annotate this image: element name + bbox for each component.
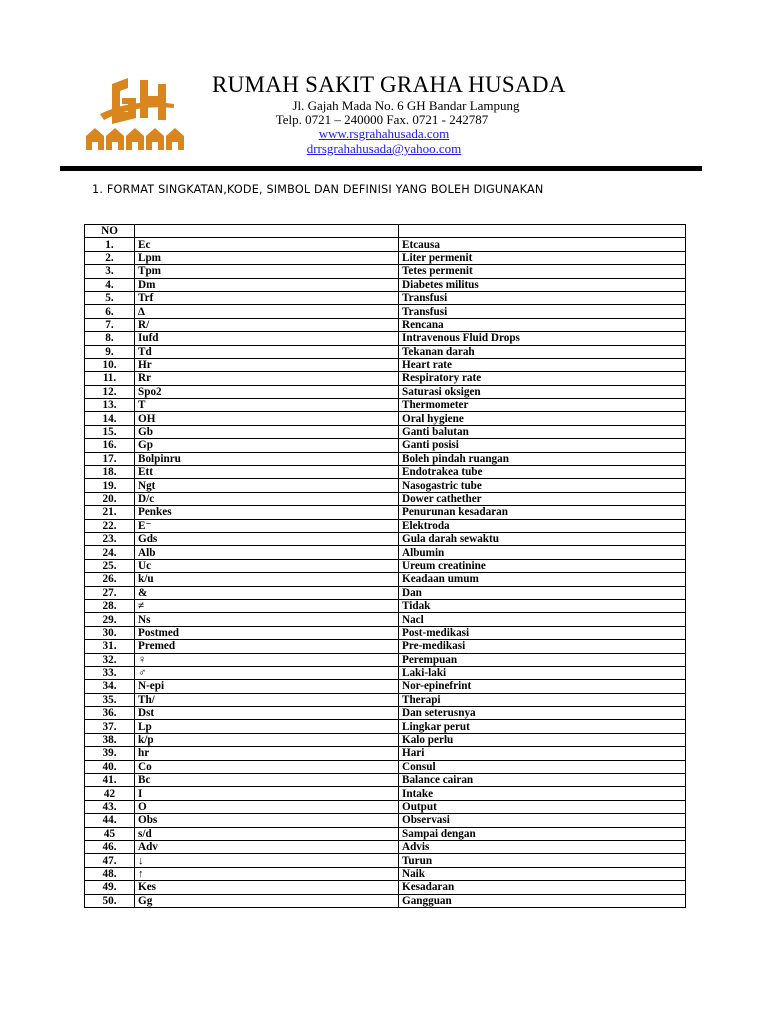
row-number: 14. xyxy=(85,412,135,425)
row-number: 23. xyxy=(85,532,135,545)
row-definition: Nor-epinefrint xyxy=(399,680,686,693)
table-row xyxy=(85,733,686,746)
row-abbreviation: E⁻ xyxy=(135,519,399,532)
row-number: 49. xyxy=(85,881,135,894)
table-row xyxy=(85,800,686,813)
row-number: 46. xyxy=(85,840,135,853)
row-number: 26. xyxy=(85,573,135,586)
table-row xyxy=(85,573,686,586)
row-definition: Nacl xyxy=(399,613,686,626)
table-row xyxy=(85,867,686,880)
row-definition: Naik xyxy=(399,867,686,880)
column-header-no: NO xyxy=(85,225,135,238)
table-row xyxy=(85,854,686,867)
header-divider xyxy=(60,166,702,171)
row-definition: Intravenous Fluid Drops xyxy=(399,332,686,345)
row-abbreviation: Gds xyxy=(135,532,399,545)
row-abbreviation: Uc xyxy=(135,559,399,572)
table-row xyxy=(85,385,686,398)
row-definition: Rencana xyxy=(399,318,686,331)
table-row xyxy=(85,506,686,519)
row-definition: Lingkar perut xyxy=(399,720,686,733)
table-row xyxy=(85,546,686,559)
row-number: 29. xyxy=(85,613,135,626)
row-number: 18. xyxy=(85,466,135,479)
row-number: 25. xyxy=(85,559,135,572)
row-number: 17. xyxy=(85,452,135,465)
row-abbreviation: Ngt xyxy=(135,479,399,492)
row-definition: Keadaan umum xyxy=(399,573,686,586)
row-number: 24. xyxy=(85,546,135,559)
row-definition: Gula darah sewaktu xyxy=(399,532,686,545)
row-definition: Ureum creatinine xyxy=(399,559,686,572)
row-abbreviation: Bc xyxy=(135,774,399,787)
table-row xyxy=(85,251,686,264)
row-number: 30. xyxy=(85,626,135,639)
row-definition: Tidak xyxy=(399,599,686,612)
row-number: 19. xyxy=(85,479,135,492)
row-number: 3. xyxy=(85,265,135,278)
column-header-abbreviation xyxy=(135,225,399,238)
row-definition: Etcausa xyxy=(399,238,686,251)
row-abbreviation: O xyxy=(135,800,399,813)
table-row xyxy=(85,439,686,452)
hospital-address: Jl. Gajah Mada No. 6 GH Bandar Lampung xyxy=(292,98,520,113)
table-row xyxy=(85,881,686,894)
row-definition: Gangguan xyxy=(399,894,686,907)
row-number: 11. xyxy=(85,372,135,385)
row-abbreviation: Trf xyxy=(135,291,399,304)
table-row xyxy=(85,707,686,720)
table-row xyxy=(85,599,686,612)
row-definition: Transfusi xyxy=(399,291,686,304)
row-definition: Boleh pindah ruangan xyxy=(399,452,686,465)
row-abbreviation: Lp xyxy=(135,720,399,733)
row-definition: Oral hygiene xyxy=(399,412,686,425)
row-abbreviation: Gg xyxy=(135,894,399,907)
row-number: 43. xyxy=(85,800,135,813)
row-abbreviation: ♀ xyxy=(135,653,399,666)
abbreviation-table xyxy=(84,224,686,908)
row-definition: Elektroda xyxy=(399,519,686,532)
row-number: 12. xyxy=(85,385,135,398)
table-row xyxy=(85,613,686,626)
row-number: 34. xyxy=(85,680,135,693)
table-row xyxy=(85,305,686,318)
row-definition: Kalo perlu xyxy=(399,733,686,746)
table-row xyxy=(85,666,686,679)
table-row xyxy=(85,653,686,666)
row-abbreviation: Penkes xyxy=(135,506,399,519)
row-definition: Penurunan kesadaran xyxy=(399,506,686,519)
row-definition: Dan seterusnya xyxy=(399,707,686,720)
table-row xyxy=(85,318,686,331)
row-definition: Advis xyxy=(399,840,686,853)
table-row xyxy=(85,774,686,787)
row-abbreviation: Hr xyxy=(135,358,399,371)
row-definition: Post-medikasi xyxy=(399,626,686,639)
table-row xyxy=(85,492,686,505)
row-definition: Intake xyxy=(399,787,686,800)
row-abbreviation: Alb xyxy=(135,546,399,559)
row-definition: Albumin xyxy=(399,546,686,559)
table-row xyxy=(85,466,686,479)
table-row xyxy=(85,747,686,760)
row-abbreviation: Ns xyxy=(135,613,399,626)
table-row xyxy=(85,720,686,733)
row-number: 6. xyxy=(85,305,135,318)
row-abbreviation: k/p xyxy=(135,733,399,746)
table-row xyxy=(85,787,686,800)
row-abbreviation: ↓ xyxy=(135,854,399,867)
row-abbreviation: Dst xyxy=(135,707,399,720)
table-row xyxy=(85,265,686,278)
row-definition: Transfusi xyxy=(399,305,686,318)
email-link[interactable]: drrsgrahahusada@yahoo.com xyxy=(306,141,462,156)
row-abbreviation: Th/ xyxy=(135,693,399,706)
row-abbreviation: k/u xyxy=(135,573,399,586)
row-number: 48. xyxy=(85,867,135,880)
row-number: 40. xyxy=(85,760,135,773)
website-link[interactable]: www.rsgrahahusada.com xyxy=(318,126,450,141)
row-definition: Perempuan xyxy=(399,653,686,666)
row-number: 50. xyxy=(85,894,135,907)
row-abbreviation: Premed xyxy=(135,640,399,653)
row-definition: Thermometer xyxy=(399,399,686,412)
row-number: 33. xyxy=(85,666,135,679)
row-abbreviation: Iufd xyxy=(135,332,399,345)
table-row xyxy=(85,693,686,706)
row-abbreviation: I xyxy=(135,787,399,800)
row-number: 10. xyxy=(85,358,135,371)
row-abbreviation: Td xyxy=(135,345,399,358)
row-abbreviation: Gb xyxy=(135,425,399,438)
row-definition: Laki-laki xyxy=(399,666,686,679)
row-definition: Ganti balutan xyxy=(399,425,686,438)
row-definition: Diabetes militus xyxy=(399,278,686,291)
row-abbreviation: OH xyxy=(135,412,399,425)
row-number: 20. xyxy=(85,492,135,505)
row-number: 16. xyxy=(85,439,135,452)
row-number: 2. xyxy=(85,251,135,264)
row-definition: Consul xyxy=(399,760,686,773)
row-abbreviation: D/c xyxy=(135,492,399,505)
row-abbreviation: hr xyxy=(135,747,399,760)
row-definition: Observasi xyxy=(399,814,686,827)
row-definition: Balance cairan xyxy=(399,774,686,787)
row-number: 41. xyxy=(85,774,135,787)
row-definition: Dan xyxy=(399,586,686,599)
row-abbreviation: Gp xyxy=(135,439,399,452)
row-abbreviation: Rr xyxy=(135,372,399,385)
column-header-definition xyxy=(399,225,686,238)
row-number: 42 xyxy=(85,787,135,800)
row-number: 7. xyxy=(85,318,135,331)
row-abbreviation: ≠ xyxy=(135,599,399,612)
row-number: 35. xyxy=(85,693,135,706)
row-number: 44. xyxy=(85,814,135,827)
table-row xyxy=(85,626,686,639)
row-number: 5. xyxy=(85,291,135,304)
row-abbreviation: Adv xyxy=(135,840,399,853)
row-number: 27. xyxy=(85,586,135,599)
table-row xyxy=(85,680,686,693)
row-abbreviation: T xyxy=(135,399,399,412)
row-number: 47. xyxy=(85,854,135,867)
row-abbreviation: ∆ xyxy=(135,305,399,318)
table-row xyxy=(85,278,686,291)
row-abbreviation: R/ xyxy=(135,318,399,331)
row-abbreviation: ♂ xyxy=(135,666,399,679)
hospital-phone: Telp. 0721 – 240000 Fax. 0721 - 242787 xyxy=(275,112,489,127)
row-number: 13. xyxy=(85,399,135,412)
table-row xyxy=(85,399,686,412)
row-definition: Hari xyxy=(399,747,686,760)
table-row xyxy=(85,412,686,425)
table-row xyxy=(85,640,686,653)
table-row xyxy=(85,372,686,385)
row-abbreviation: N-epi xyxy=(135,680,399,693)
row-number: 45 xyxy=(85,827,135,840)
table-row xyxy=(85,827,686,840)
row-abbreviation: Kes xyxy=(135,881,399,894)
table-row xyxy=(85,238,686,251)
table-row xyxy=(85,559,686,572)
row-definition: Pre-medikasi xyxy=(399,640,686,653)
row-abbreviation: Dm xyxy=(135,278,399,291)
row-definition: Output xyxy=(399,800,686,813)
row-definition: Liter permenit xyxy=(399,251,686,264)
table-row xyxy=(85,532,686,545)
row-number: 36. xyxy=(85,707,135,720)
row-abbreviation: Obs xyxy=(135,814,399,827)
row-number: 15. xyxy=(85,425,135,438)
row-number: 8. xyxy=(85,332,135,345)
row-definition: Nasogastric tube xyxy=(399,479,686,492)
row-definition: Dower cathether xyxy=(399,492,686,505)
row-definition: Endotrakea tube xyxy=(399,466,686,479)
row-abbreviation: Spo2 xyxy=(135,385,399,398)
row-number: 32. xyxy=(85,653,135,666)
row-abbreviation: Tpm xyxy=(135,265,399,278)
table-row xyxy=(85,840,686,853)
table-header-row xyxy=(85,225,686,238)
row-abbreviation: Lpm xyxy=(135,251,399,264)
row-number: 1. xyxy=(85,238,135,251)
table-row xyxy=(85,894,686,907)
row-number: 31. xyxy=(85,640,135,653)
row-definition: Saturasi oksigen xyxy=(399,385,686,398)
row-definition: Sampai dengan xyxy=(399,827,686,840)
row-abbreviation: Postmed xyxy=(135,626,399,639)
row-abbreviation: s/d xyxy=(135,827,399,840)
row-number: 39. xyxy=(85,747,135,760)
row-abbreviation: Co xyxy=(135,760,399,773)
table-row xyxy=(85,586,686,599)
row-definition: Tekanan darah xyxy=(399,345,686,358)
row-number: 28. xyxy=(85,599,135,612)
row-definition: Turun xyxy=(399,854,686,867)
table-row xyxy=(85,358,686,371)
row-abbreviation: ↑ xyxy=(135,867,399,880)
section-title: 1. FORMAT SINGKATAN,KODE, SIMBOL DAN DEFINISI YANG BOLEH DIGUNAKAN xyxy=(92,183,544,196)
row-definition: Tetes permenit xyxy=(399,265,686,278)
row-number: 38. xyxy=(85,733,135,746)
table-row xyxy=(85,452,686,465)
row-number: 21. xyxy=(85,506,135,519)
table-row xyxy=(85,291,686,304)
row-number: 4. xyxy=(85,278,135,291)
table-row xyxy=(85,425,686,438)
table-row xyxy=(85,332,686,345)
row-abbreviation: Bolpinru xyxy=(135,452,399,465)
table-row xyxy=(85,345,686,358)
table-row xyxy=(85,519,686,532)
row-number: 37. xyxy=(85,720,135,733)
table-row xyxy=(85,814,686,827)
row-definition: Respiratory rate xyxy=(399,372,686,385)
row-definition: Kesadaran xyxy=(399,881,686,894)
row-definition: Heart rate xyxy=(399,358,686,371)
row-abbreviation: Ett xyxy=(135,466,399,479)
table-row xyxy=(85,760,686,773)
row-definition: Ganti posisi xyxy=(399,439,686,452)
row-definition: Therapi xyxy=(399,693,686,706)
table-row xyxy=(85,479,686,492)
row-number: 22. xyxy=(85,519,135,532)
hospital-name: RUMAH SAKIT GRAHA HUSADA xyxy=(212,72,566,97)
row-abbreviation: Ec xyxy=(135,238,399,251)
row-number: 9. xyxy=(85,345,135,358)
row-abbreviation: & xyxy=(135,586,399,599)
